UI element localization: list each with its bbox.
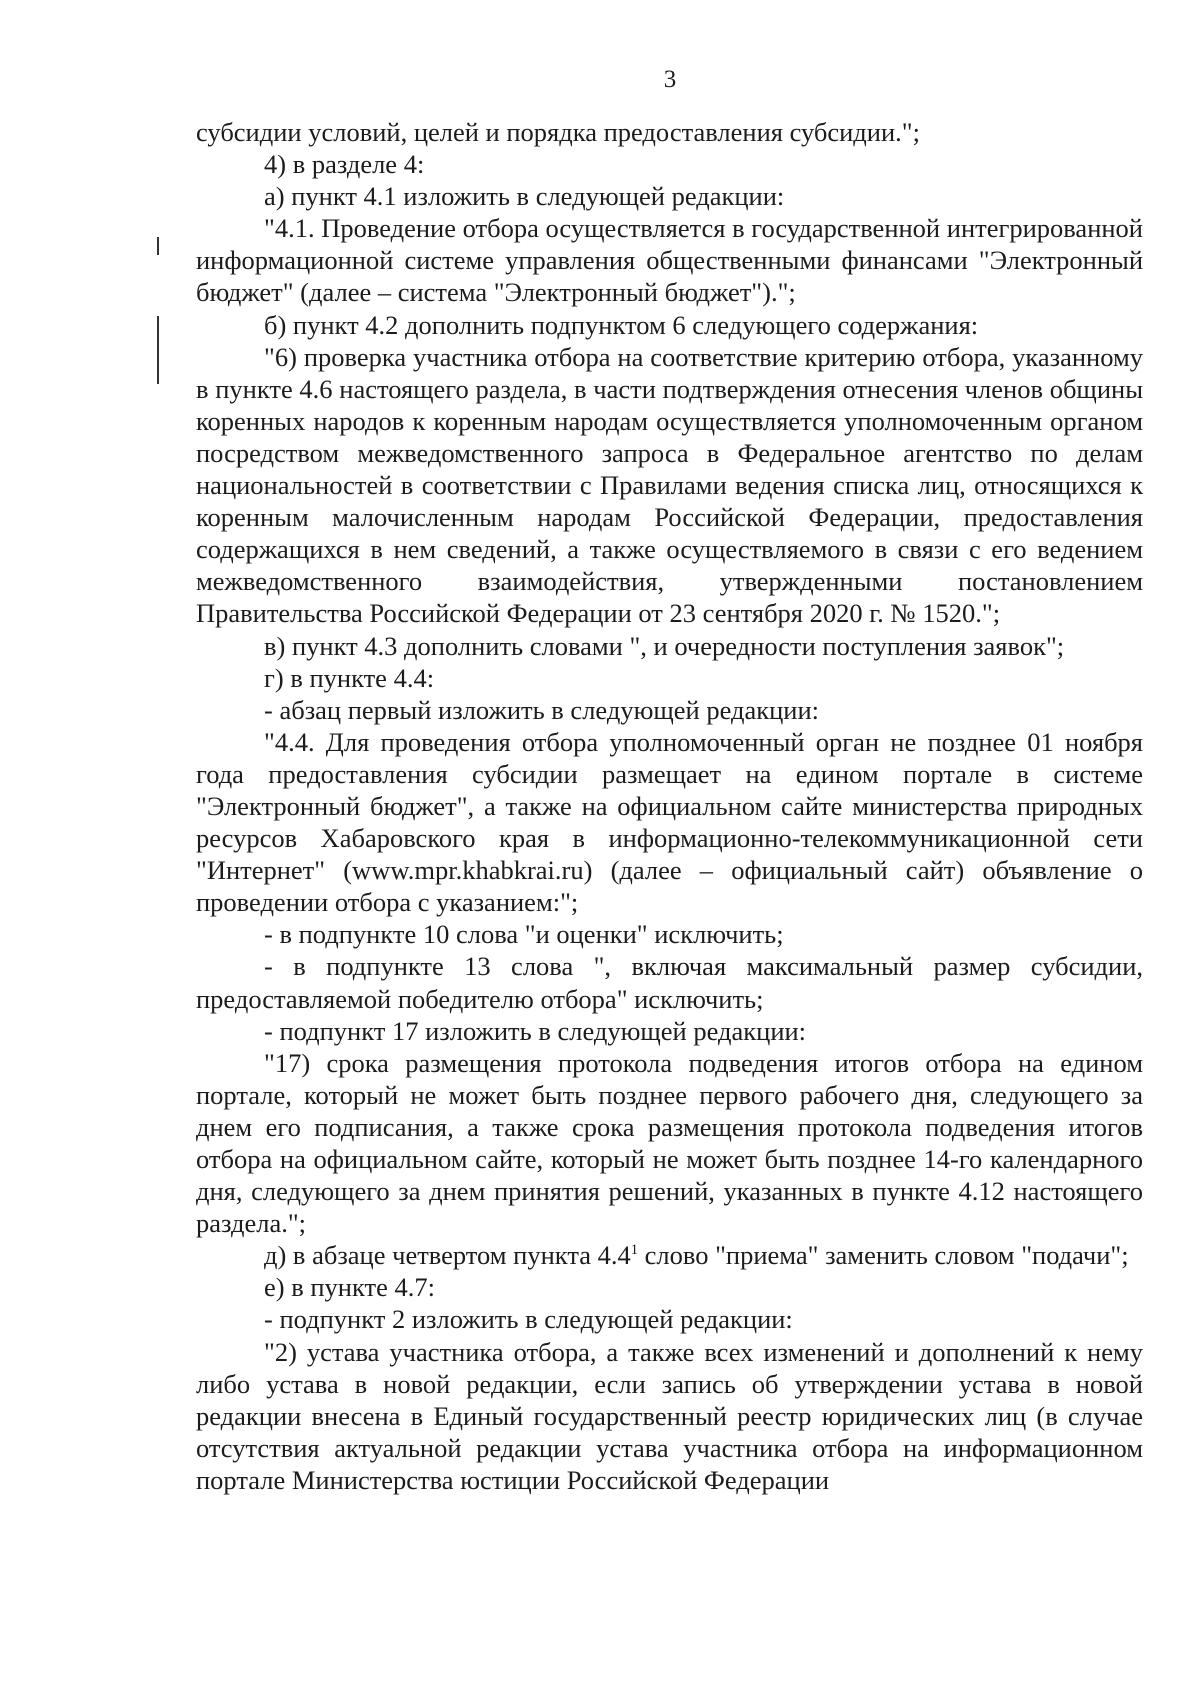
paragraph: "4.1. Проведение отбора осуществляется в государственной интегрированной информационной системе управления общественными финансами "Электронный бюджет" (далее – система "Электронный бюджет")."; [196, 213, 1143, 308]
paragraph: а) пункт 4.1 изложить в следующей редакции: [264, 181, 785, 212]
paragraph: - подпункт 17 изложить в следующей редакции: [264, 1015, 807, 1046]
paragraph: г) в пункте 4.4: [264, 662, 435, 693]
paragraph-text: д) в абзаце четвертом пункта 4.4 [264, 1240, 631, 1271]
margin-mark [157, 237, 159, 255]
paragraph: е) в пункте 4.7: [264, 1272, 435, 1303]
paragraph: 4) в разделе 4: [264, 149, 425, 180]
paragraph: б) пункт 4.2 дополнить подпунктом 6 следующего содержания: [264, 309, 979, 340]
paragraph: - абзац первый изложить в следующей редакции: [264, 694, 820, 725]
paragraph: "6) проверка участника отбора на соответствие критерию отбора, указанному в пункте 4.6 настоящего раздела, в части подтверждения отнесения членов общины коренных народов к коренным народам осуществляется уполномоченным органом посредством межведомственного запроса в Федеральное агентство по делам национальностей в соответствии с Правилами ведения списка лиц, относящихся к коренным малочисленным народам Российской Федерации, предоставления содержащихся в нем сведений, а также осуществляемого в связи с его ведением межведомственного взаимодействия, утвержденными постановлением Правительства Российской Федерации от 23 сентября 2020 г. № 1520."; [196, 341, 1143, 629]
paragraph: - в подпункте 13 слова ", включая максимальный размер субсидии, предоставляемой победителю отбора" исключить; [196, 951, 1143, 1014]
paragraph-text: слово "приема" заменить словом "подачи"; [638, 1240, 1129, 1271]
document-body [196, 116, 1143, 1496]
paragraph: в) пункт 4.3 дополнить словами ", и очередности поступления заявок"; [264, 630, 1065, 661]
paragraph: "17) срока размещения протокола подведения итогов отбора на едином портале, который не может быть позднее первого рабочего дня, следующего за днем его подписания, а также срока размещения протокола подведения итогов отбора на официальном сайте, который не может быть позднее 14-го календарного дня, следующего за днем принятия решений, указанных в пункте 4.12 настоящего раздела."; [196, 1047, 1143, 1239]
superscript: 1 [630, 1242, 639, 1259]
paragraph: - в подпункте 10 слова "и оценки" исключить; [264, 919, 784, 950]
paragraph [196, 1239, 1143, 1271]
paragraph: - подпункт 2 изложить в следующей редакции: [264, 1304, 793, 1335]
paragraph: "2) устава участника отбора, а также всех изменений и дополнений к нему либо устава в новой редакции, если запись об утверждении устава в новой редакции внесена в Единый государственный реестр юридических лиц (в случае отсутствия актуальной редакции устава участника отбора на информационном портале Министерства юстиции Российской Федерации [196, 1336, 1143, 1495]
paragraph: "4.4. Для проведения отбора уполномоченный орган не позднее 01 ноября года предоставления субсидии размещает на едином портале в системе "Электронный бюджет", а также на официальном сайте министерства природных ресурсов Хабаровского края в информационно-телекоммуникационной сети "Интернет" (www.mpr.khabkrai.ru) (далее – официальный сайт) объявление о проведении отбора с указанием:"; [196, 726, 1143, 918]
paragraph: субсидии условий, целей и порядка предоставления субсидии."; [196, 117, 920, 147]
margin-mark [157, 316, 159, 384]
page-number: 3 [663, 66, 677, 93]
